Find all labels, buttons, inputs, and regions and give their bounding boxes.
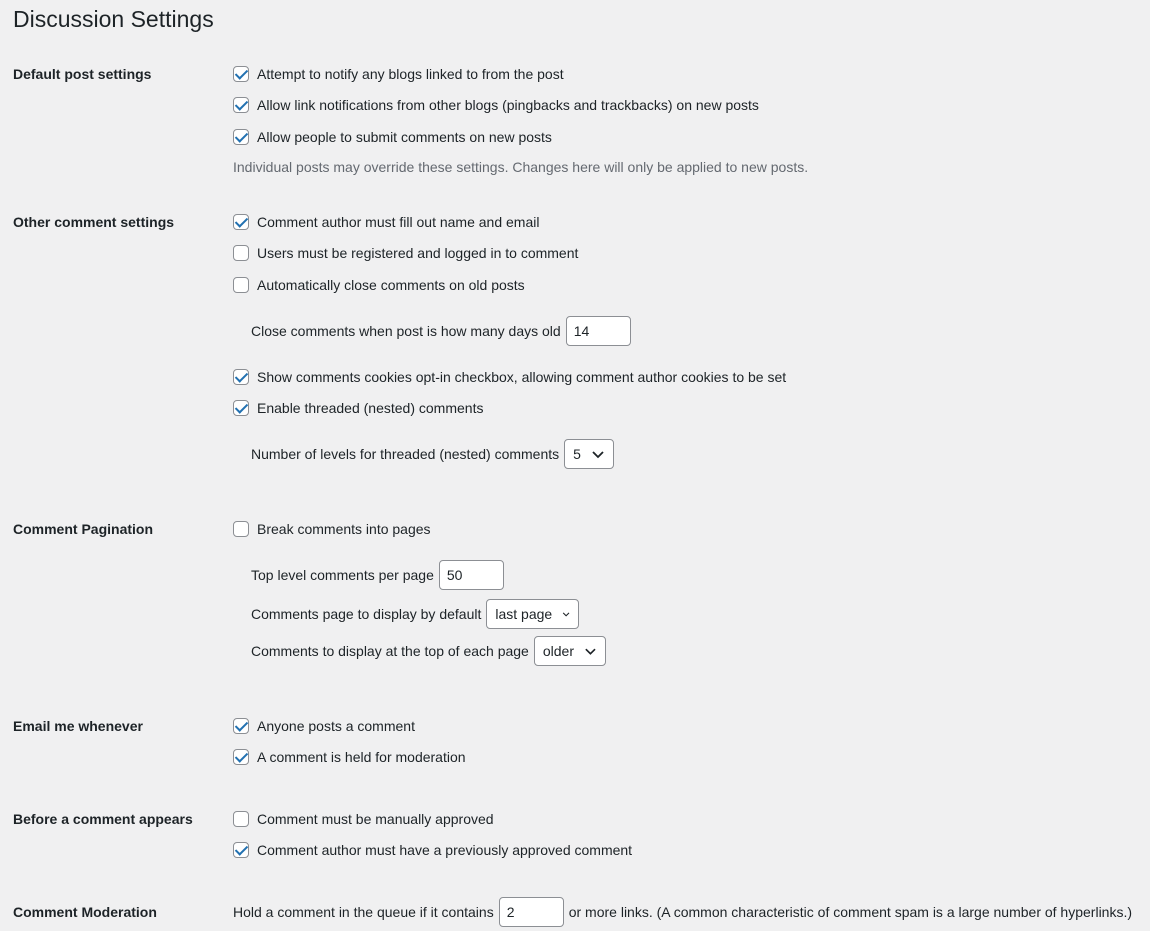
label-hold-suffix: or more links. (A common characteristic of comment spam is a large number of hyperlinks.)	[568, 904, 1133, 920]
checkbox-allow-comments[interactable]	[233, 129, 249, 145]
label-require-registration: Users must be registered and logged in to comment	[257, 245, 579, 261]
label-per-page: Top level comments per page	[251, 567, 434, 583]
setting-previously-approved[interactable]	[233, 840, 632, 860]
label-notify-linked-blogs: Attempt to notify any blogs linked to from the post	[257, 66, 564, 82]
setting-auto-close-comments[interactable]	[233, 275, 525, 295]
label-top-order: Comments to display at the top of each page	[251, 643, 529, 659]
setting-break-pages[interactable]	[233, 519, 431, 539]
default-post-description: Individual posts may override these settings. Changes here will only be applied to new posts.	[233, 159, 809, 175]
setting-require-registration[interactable]	[233, 243, 578, 263]
label-manual-approval: Comment must be manually approved	[257, 811, 494, 827]
label-allow-comments: Allow people to submit comments on new posts	[257, 129, 552, 145]
label-thread-levels: Number of levels for threaded (nested) comments	[251, 446, 560, 462]
setting-close-days	[251, 316, 631, 346]
label-hold-prefix: Hold a comment in the queue if it contains	[233, 904, 494, 920]
default-page-select[interactable]	[486, 599, 579, 629]
label-close-days: Close comments when post is how many days old	[251, 323, 561, 339]
close-days-input[interactable]: 14	[566, 316, 631, 346]
section-label-other-comment: Other comment settings	[13, 214, 175, 230]
setting-top-order	[251, 636, 606, 666]
links-count-input[interactable]: 2	[499, 897, 564, 927]
checkbox-require-registration[interactable]	[233, 245, 249, 261]
checkbox-allow-pingbacks[interactable]	[233, 97, 249, 113]
setting-allow-comments[interactable]	[233, 127, 552, 147]
setting-notify-linked-blogs[interactable]	[233, 64, 564, 84]
label-auto-close-comments: Automatically close comments on old posts	[257, 277, 525, 293]
default-page-value: last page	[495, 606, 553, 622]
checkbox-require-name-email[interactable]	[233, 214, 249, 230]
label-threaded-comments: Enable threaded (nested) comments	[257, 400, 484, 416]
setting-email-held-moderation[interactable]	[233, 747, 466, 767]
label-allow-pingbacks: Allow link notifications from other blogs (pingbacks and trackbacks) on new posts	[257, 97, 759, 113]
setting-allow-pingbacks[interactable]	[233, 95, 759, 115]
chevron-down-icon	[591, 449, 605, 459]
checkbox-threaded-comments[interactable]	[233, 400, 249, 416]
label-previously-approved: Comment author must have a previously approved comment	[257, 842, 633, 858]
section-label-pagination: Comment Pagination	[13, 521, 154, 537]
per-page-input[interactable]: 50	[439, 560, 504, 590]
checkbox-notify-linked-blogs[interactable]	[233, 66, 249, 82]
chevron-down-icon	[584, 646, 597, 656]
setting-thread-levels	[251, 439, 614, 469]
top-order-select[interactable]	[534, 636, 606, 666]
section-label-email: Email me whenever	[13, 718, 143, 734]
label-default-page: Comments page to display by default	[251, 606, 482, 622]
setting-cookies-opt-in[interactable]	[233, 367, 786, 387]
top-order-value: older	[542, 643, 574, 659]
setting-require-name-email[interactable]	[233, 212, 539, 232]
label-cookies-opt-in: Show comments cookies opt-in checkbox, allowing comment author cookies to be set	[257, 369, 787, 385]
checkbox-break-pages[interactable]	[233, 521, 249, 537]
checkbox-email-held-moderation[interactable]	[233, 749, 249, 765]
chevron-down-icon	[562, 609, 570, 619]
setting-threaded-comments[interactable]	[233, 398, 483, 418]
setting-per-page	[251, 560, 504, 590]
section-label-moderation: Comment Moderation	[13, 904, 157, 920]
thread-levels-select[interactable]	[564, 439, 614, 469]
page-title: Discussion Settings	[13, 6, 214, 32]
setting-email-any-comment[interactable]	[233, 716, 415, 736]
section-label-default-post: Default post settings	[13, 66, 152, 82]
checkbox-manual-approval[interactable]	[233, 811, 249, 827]
setting-manual-approval[interactable]	[233, 809, 494, 829]
label-require-name-email: Comment author must fill out name and email	[257, 214, 540, 230]
checkbox-previously-approved[interactable]	[233, 842, 249, 858]
label-break-pages: Break comments into pages	[257, 521, 431, 537]
setting-default-page	[251, 599, 579, 629]
checkbox-auto-close-comments[interactable]	[233, 277, 249, 293]
thread-levels-value: 5	[573, 446, 581, 462]
label-email-any-comment: Anyone posts a comment	[257, 718, 415, 734]
checkbox-email-any-comment[interactable]	[233, 718, 249, 734]
section-label-before-appears: Before a comment appears	[13, 811, 193, 827]
setting-hold-links	[233, 897, 1132, 927]
checkbox-cookies-opt-in[interactable]	[233, 369, 249, 385]
label-email-held-moderation: A comment is held for moderation	[257, 749, 466, 765]
